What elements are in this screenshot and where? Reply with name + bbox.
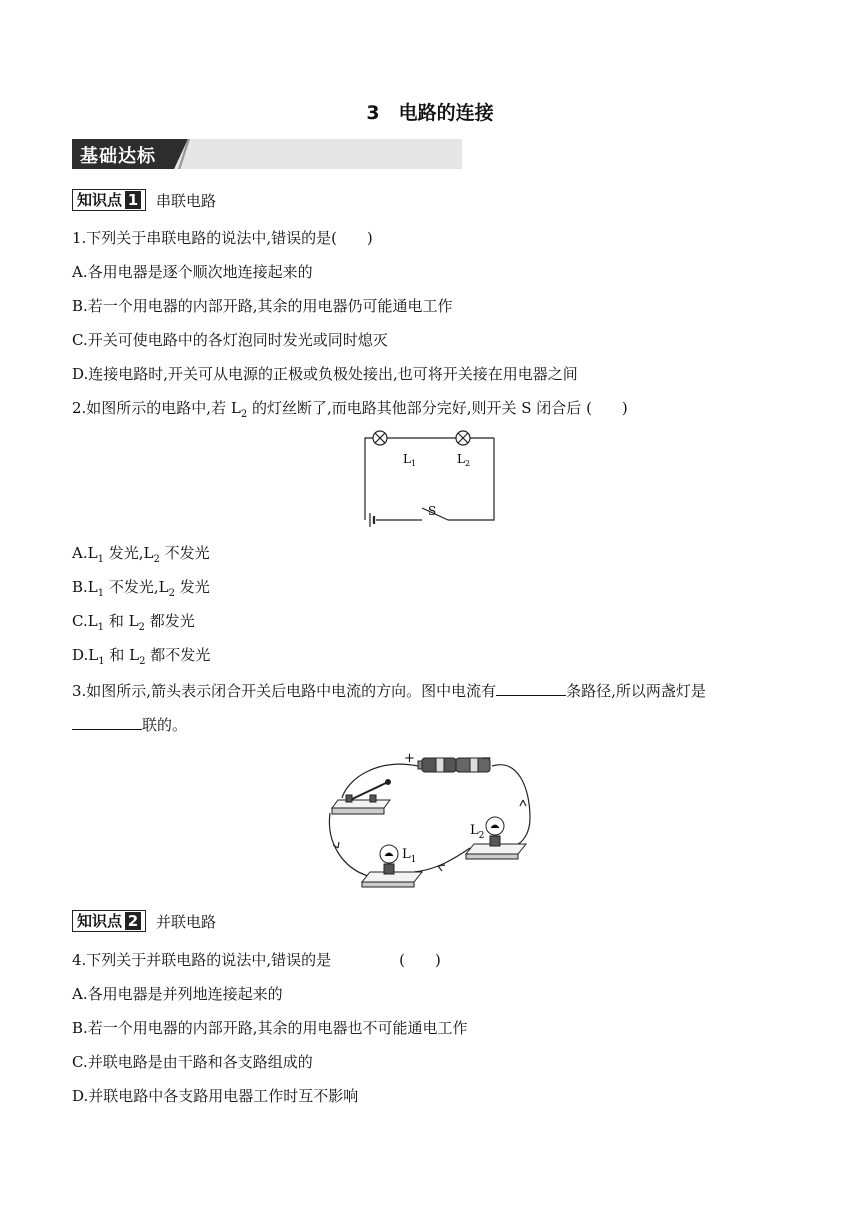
lamp-l1-label: $L_1$	[403, 452, 417, 468]
question-4-stem: 4.下列关于并联电路的说法中,错误的是 ( )	[72, 951, 441, 969]
bulb-l2-label: $L_2$	[470, 823, 485, 841]
answer-blank-2[interactable]	[72, 714, 142, 730]
question-4-option-c: C.并联电路是由干路和各支路组成的	[72, 1053, 313, 1071]
question-2-option-b: $B.L_1$ 不发光$,L_2$ 发光	[72, 578, 210, 599]
knowledge-point-name: 并联电路	[156, 912, 217, 931]
knowledge-point-2	[72, 909, 216, 933]
question-1-stem: 1.下列关于串联电路的说法中,错误的是( )	[72, 229, 373, 247]
banner-label: 基础达标	[80, 146, 156, 167]
section-banner	[72, 139, 462, 169]
question-1-option-c: C.开关可使电路中的各灯泡同时发光或同时熄灭	[72, 331, 388, 349]
question-4-option-d: D.并联电路中各支路用电器工作时互不影响	[72, 1087, 359, 1105]
question-4-option-b: B.若一个用电器的内部开路,其余的用电器也不可能通电工作	[72, 1019, 468, 1037]
bulb-l1-label: $L_1$	[402, 847, 417, 865]
page-title: 3 电路的连接	[366, 102, 494, 124]
knowledge-point-1	[72, 188, 216, 212]
knowledge-point-name: 串联电路	[156, 191, 217, 210]
battery-plus-label: +	[404, 751, 415, 766]
knife-switch	[332, 780, 391, 815]
question-2-option-c: $C.L_1$ 和 $L_2$ 都发光	[72, 612, 195, 633]
series-circuit-diagram	[360, 428, 500, 528]
question-1-option-b: B.若一个用电器的内部开路,其余的用电器仍可能通电工作	[72, 297, 453, 315]
answer-blank-1[interactable]	[496, 680, 566, 696]
knowledge-point-tag: 知识点 1	[72, 189, 146, 211]
question-2-option-a: $A.L_1$ 发光$,L_2$ 不发光	[72, 544, 210, 565]
knowledge-point-tag: 知识点 2	[72, 910, 146, 932]
bulb-l1	[362, 845, 422, 887]
physical-circuit-picture	[318, 748, 538, 893]
question-1-option-a: A.各用电器是逐个顺次地连接起来的	[72, 263, 313, 281]
question-3-line-2: 联的。	[72, 714, 187, 735]
question-2-stem: 2.如图所示的电路中,若 $L_2$ 的灯丝断了,而电路其他部分完好,则开关 S 闭合后 ( )	[72, 399, 628, 420]
question-4-option-a: A.各用电器是并列地连接起来的	[72, 985, 283, 1003]
question-1-option-d: D.连接电路时,开关可从电源的正极或负极处接出,也可将开关接在用电器之间	[72, 365, 578, 383]
lamp-l2-label: $L_2$	[457, 452, 471, 468]
question-3-line-1: 3.如图所示,箭头表示闭合开关后电路中电流的方向。图中电流有 条路径,所以两盏灯是	[72, 682, 706, 700]
switch-label: S	[428, 504, 437, 518]
battery-minus-label: −	[481, 751, 492, 766]
question-2-option-d: $D.L_1$ 和 $L_2$ 都不发光	[72, 646, 211, 667]
